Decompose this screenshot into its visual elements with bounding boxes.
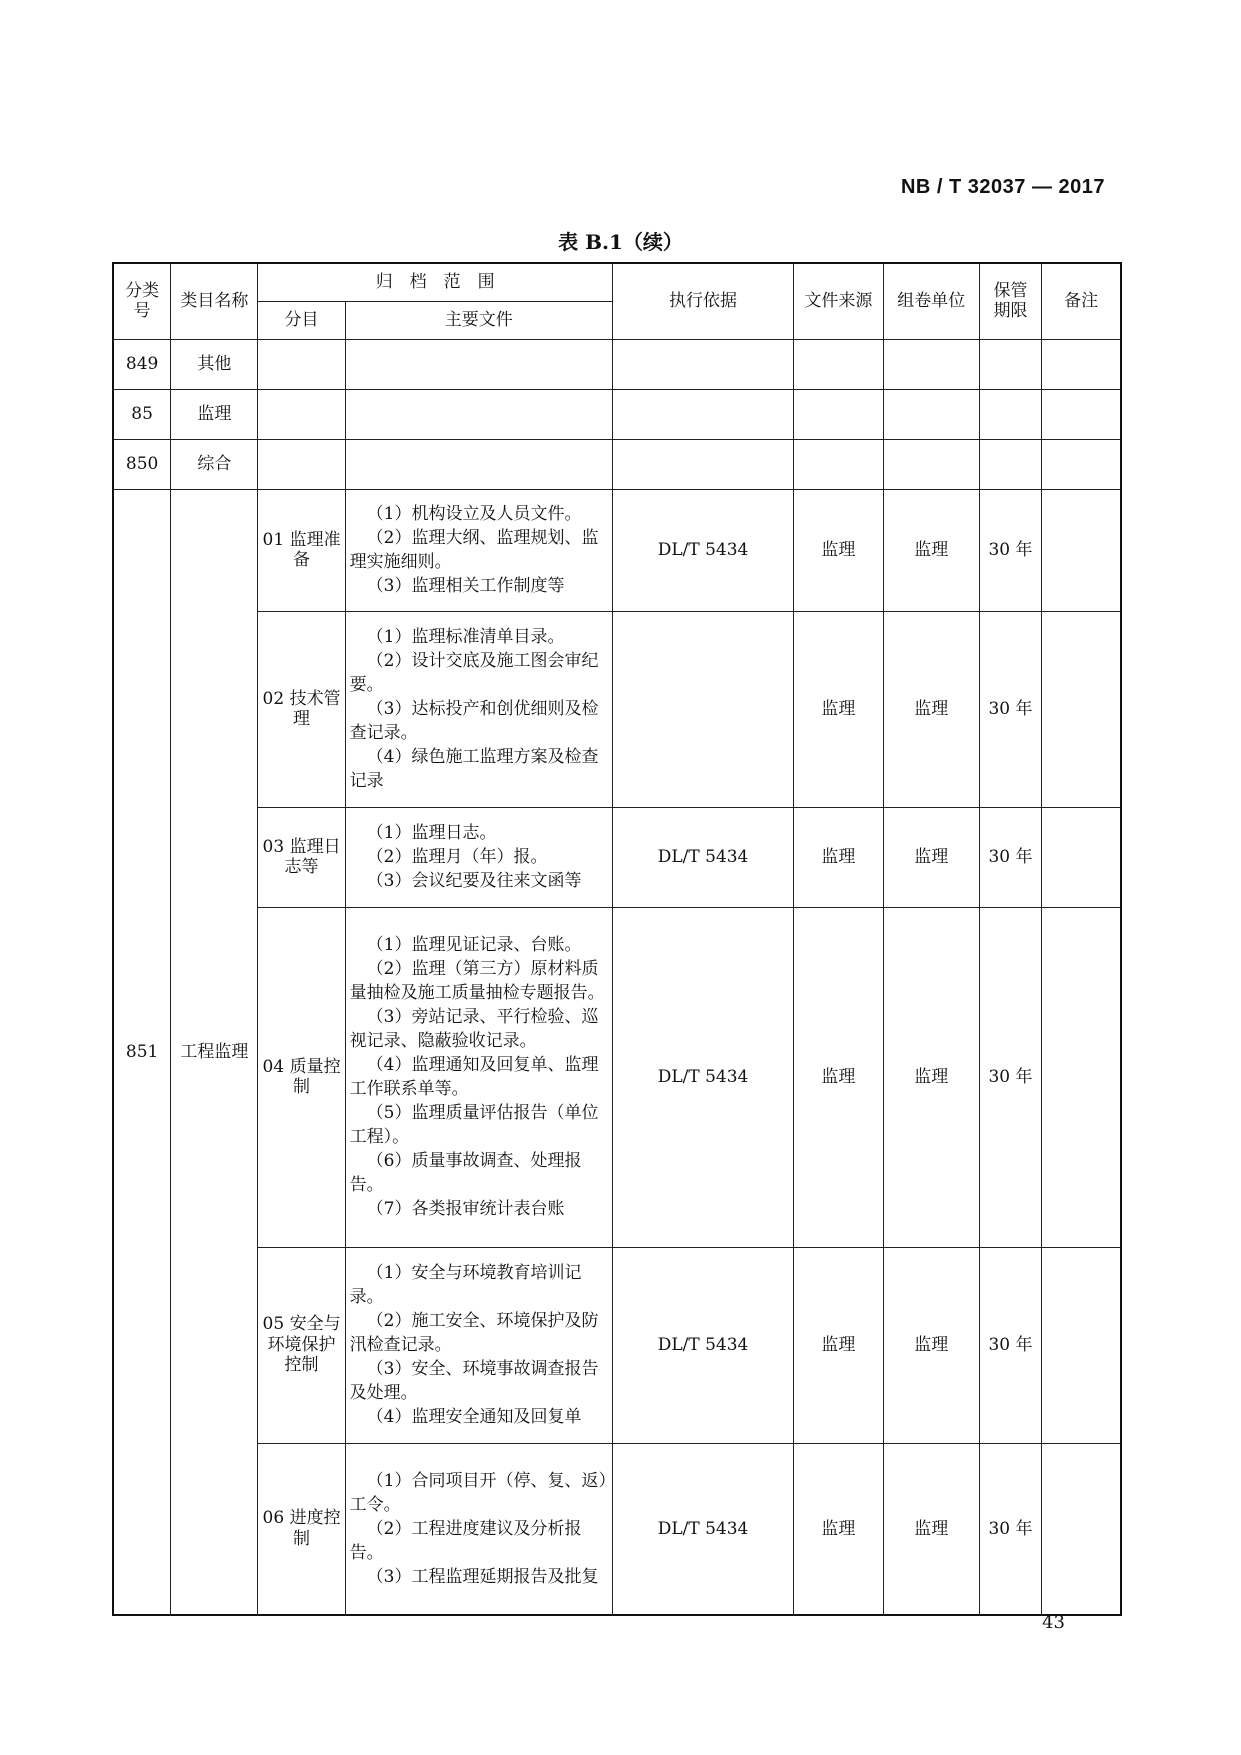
- file-item: （2）工程进度建议及分析报告。: [349, 1518, 582, 1563]
- file-item: （2）监理大纲、监理规划、监理实施细则。: [349, 528, 599, 572]
- table-row: [113, 489, 1121, 611]
- row-unit: 监理: [883, 1247, 979, 1443]
- row-code: 850: [113, 439, 171, 489]
- file-item: （2）设计交底及施工图会审纪要。: [349, 651, 599, 695]
- header-source: 文件来源: [794, 263, 883, 339]
- file-item: （1）监理标准清单目录。: [366, 627, 565, 647]
- file-item: （4）监理安全通知及回复单: [366, 1407, 582, 1427]
- header-scope: 归 档 范 围: [258, 263, 612, 301]
- file-item: （1）机构设立及人员文件。: [366, 504, 582, 524]
- row-unit: 监理: [883, 489, 979, 611]
- file-item: （2）监理（第三方）原材料质量抽检及施工质量抽检专题报告。: [349, 959, 605, 1003]
- file-item: （4）监理通知及回复单、监理工作联系单等。: [349, 1055, 599, 1099]
- row-subitem: 03 监理日志等: [258, 807, 345, 907]
- table-row: [113, 907, 1121, 1247]
- row-source: 监理: [794, 907, 883, 1247]
- row-remark: [1042, 907, 1121, 1247]
- file-item: （2）施工安全、环境保护及防汛检查记录。: [349, 1311, 599, 1355]
- row-period: 30 年: [979, 611, 1041, 807]
- row-remark: [1042, 489, 1121, 611]
- row-remark: [1042, 611, 1121, 807]
- row-unit: 监理: [883, 807, 979, 907]
- row-code: 849: [113, 339, 171, 389]
- table-title: 表 B.1（续）: [558, 230, 683, 254]
- file-item: （2）监理月（年）报。: [366, 847, 548, 867]
- file-item: （1）安全与环境教育培训记录。: [349, 1263, 582, 1307]
- row-category: 综合: [171, 439, 258, 489]
- file-item: （3）安全、环境事故调查报告及处理。: [349, 1359, 599, 1403]
- row-subitem: 05 安全与环境保护控制: [258, 1247, 345, 1443]
- row-files: [345, 1247, 612, 1443]
- file-item: （1）监理日志。: [366, 823, 497, 843]
- table-row: [113, 611, 1121, 807]
- row-unit: 监理: [883, 1443, 979, 1615]
- row-subitem: 04 质量控制: [258, 907, 345, 1247]
- row-basis: DL/T 5434: [612, 489, 793, 611]
- row-subitem: 01 监理准备: [258, 489, 345, 611]
- row-category: 监理: [171, 389, 258, 439]
- row-source: 监理: [794, 1443, 883, 1615]
- header-code: 分类号: [113, 263, 171, 339]
- file-item: （1）监理见证记录、台账。: [366, 935, 582, 955]
- row-remark: [1042, 1443, 1121, 1615]
- row-remark: [1042, 807, 1121, 907]
- header-unit: 组卷单位: [883, 263, 979, 339]
- table-row: [113, 1443, 1121, 1615]
- archive-scope-table: [112, 262, 1122, 1616]
- file-item: （7）各类报审统计表台账: [366, 1199, 565, 1219]
- row-period: 30 年: [979, 1247, 1041, 1443]
- row-category: 工程监理: [171, 489, 258, 1615]
- file-item: （4）绿色施工监理方案及检查记录: [349, 747, 599, 791]
- row-files: [345, 1443, 612, 1615]
- row-period: 30 年: [979, 489, 1041, 611]
- row-unit: 监理: [883, 611, 979, 807]
- row-source: 监理: [794, 489, 883, 611]
- file-item: （1）合同项目开（停、复、返）工令。: [349, 1470, 607, 1515]
- row-basis: DL/T 5434: [612, 1443, 793, 1615]
- table-row: [113, 1247, 1121, 1443]
- row-files: [345, 489, 612, 611]
- row-category: 其他: [171, 339, 258, 389]
- row-source: 监理: [794, 807, 883, 907]
- row-basis: DL/T 5434: [612, 807, 793, 907]
- row-code: 851: [113, 489, 171, 1615]
- row-period: 30 年: [979, 907, 1041, 1247]
- header-category: 类目名称: [171, 263, 258, 339]
- row-files: [345, 611, 612, 807]
- row-period: 30 年: [979, 807, 1041, 907]
- row-files: [345, 907, 612, 1247]
- header-basis: 执行依据: [612, 263, 793, 339]
- header-main-files: 主要文件: [345, 301, 612, 339]
- row-basis: DL/T 5434: [612, 1247, 793, 1443]
- standard-code: NB / T 32037 — 2017: [900, 176, 1105, 198]
- header-subitem: 分目: [258, 301, 345, 339]
- row-unit: 监理: [883, 907, 979, 1247]
- row-subitem: 02 技术管理: [258, 611, 345, 807]
- file-item: （6）质量事故调查、处理报告。: [349, 1151, 582, 1195]
- row-source: 监理: [794, 1247, 883, 1443]
- file-item: （3）会议纪要及往来文函等: [366, 871, 582, 891]
- row-period: 30 年: [979, 1443, 1041, 1615]
- row-code: 85: [113, 389, 171, 439]
- table-row: [113, 389, 1121, 439]
- row-basis: [612, 611, 793, 807]
- file-item: （3）监理相关工作制度等: [366, 576, 565, 596]
- row-subitem: 06 进度控制: [258, 1443, 345, 1615]
- file-item: （3）旁站记录、平行检验、巡视记录、隐蔽验收记录。: [349, 1007, 599, 1051]
- row-source: 监理: [794, 611, 883, 807]
- file-item: （3）达标投产和创优细则及检查记录。: [349, 699, 599, 743]
- header-remark: 备注: [1042, 263, 1121, 339]
- file-item: （3）工程监理延期报告及批复: [366, 1566, 599, 1587]
- table-row: [113, 339, 1121, 389]
- header-period: 保管期限: [979, 263, 1041, 339]
- table-row: [113, 439, 1121, 489]
- page-number: 43: [1042, 1612, 1065, 1633]
- row-basis: DL/T 5434: [612, 907, 793, 1247]
- row-remark: [1042, 1247, 1121, 1443]
- table-row: [113, 807, 1121, 907]
- row-files: [345, 807, 612, 907]
- file-item: （5）监理质量评估报告（单位工程）。: [349, 1103, 599, 1147]
